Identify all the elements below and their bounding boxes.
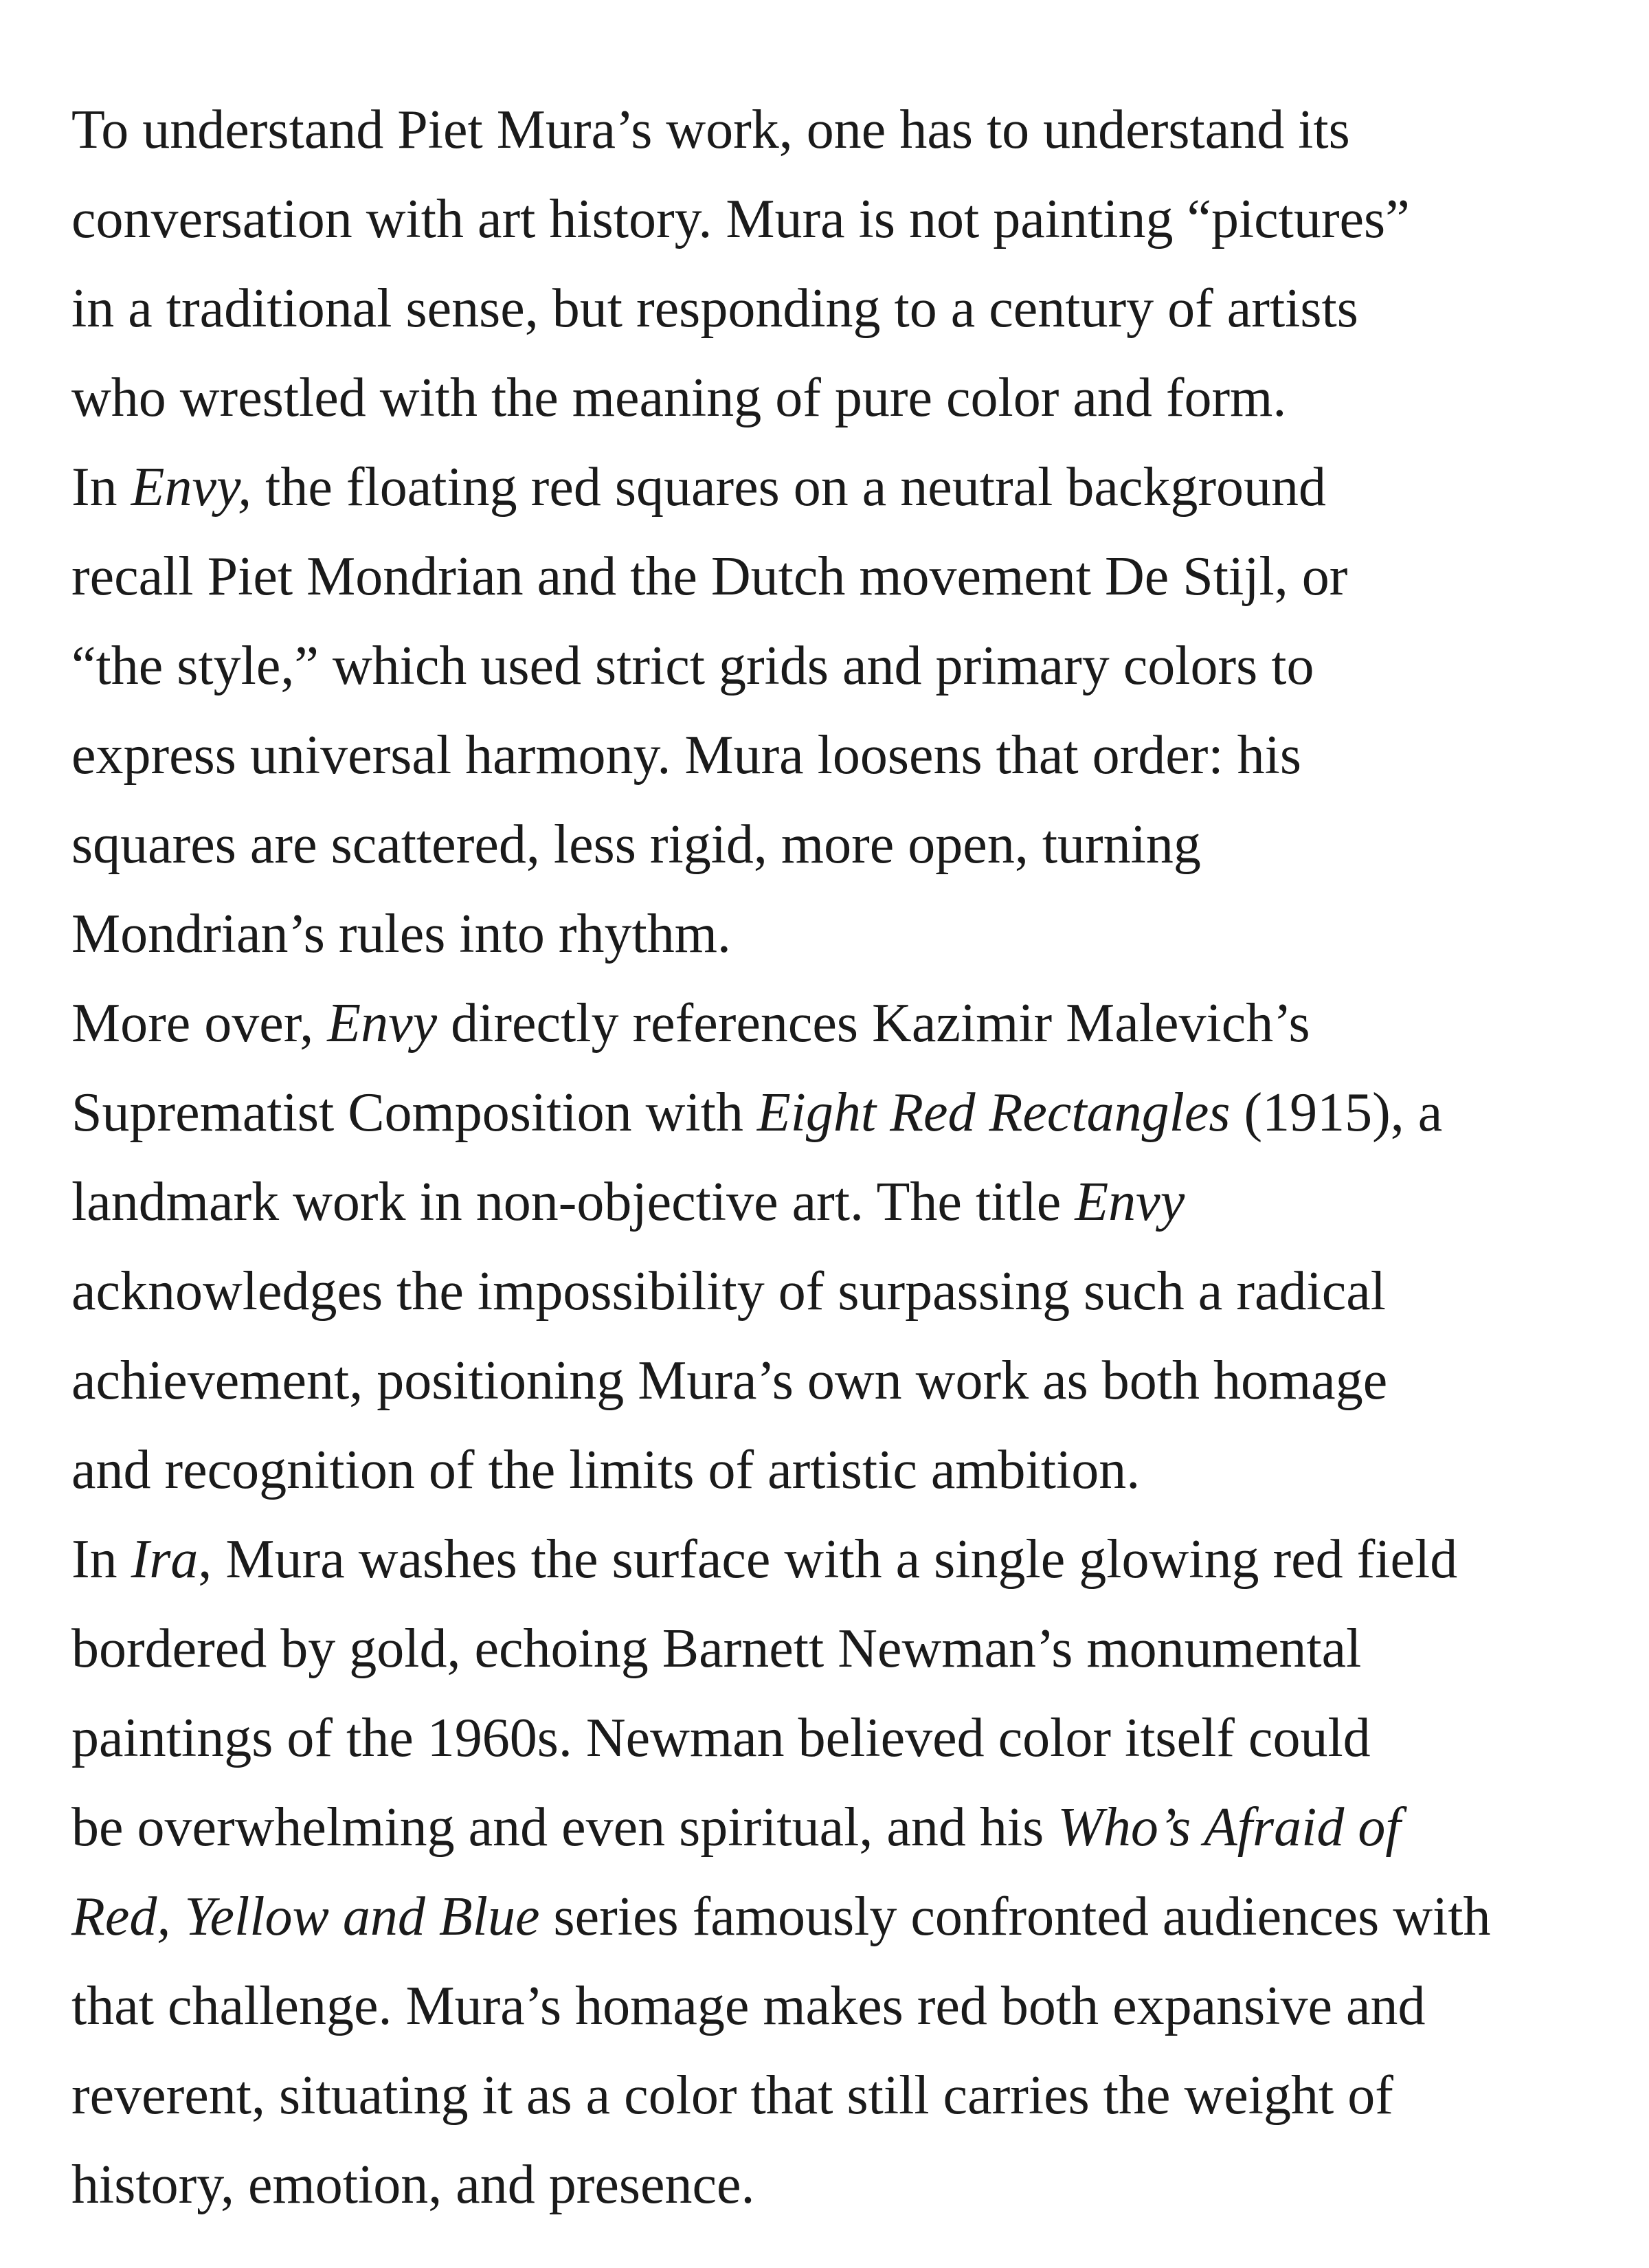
article-body — [71, 85, 1611, 2230]
text-line — [71, 1157, 1611, 1247]
text-run: In — [71, 1529, 131, 1590]
text-run: , Mura washes the surface with a single glowing red field — [198, 1529, 1458, 1590]
text-line — [71, 1604, 1611, 1693]
text-line — [71, 889, 1611, 979]
text-run: the floating red squares on a neutral background — [251, 457, 1327, 518]
text-run: In — [71, 457, 131, 518]
text-line — [71, 621, 1611, 711]
text-run: be overwhelming and even spiritual, and his — [71, 1797, 1058, 1858]
text-line — [71, 1961, 1611, 2051]
text-run: “the style,” which used strict grids and primary colors to — [71, 636, 1314, 696]
text-run: that challenge. Mura’s homage makes red both expansive and — [71, 1976, 1426, 2036]
text-line — [71, 264, 1611, 353]
text-run: express universal harmony. Mura loosens that order: his — [71, 725, 1301, 786]
text-line — [71, 443, 1611, 532]
text-run: conversation with art history. Mura is not painting “pictures” — [71, 189, 1410, 249]
text-run: Mondrian’s rules into rhythm. — [71, 904, 731, 964]
text-line — [71, 1872, 1611, 1961]
text-line — [71, 1336, 1611, 1425]
text-run: paintings of the 1960s. Newman believed color itself could — [71, 1708, 1371, 1768]
italic-title-text: Eight Red Rectangles — [756, 1082, 1231, 1143]
text-run: (1915), a — [1230, 1082, 1443, 1143]
text-run: To understand Piet Mura’s work, one has to understand its — [71, 100, 1350, 160]
italic-title-text: Red, Yellow and Blue — [71, 1887, 540, 1947]
italic-title-text: Ira — [131, 1529, 199, 1590]
text-line — [71, 711, 1611, 800]
text-line — [71, 979, 1611, 1068]
text-line — [71, 532, 1611, 621]
text-line — [71, 1515, 1611, 1604]
italic-title-text: Envy — [1075, 1172, 1185, 1232]
text-run: landmark work in non-objective art. The title — [71, 1172, 1075, 1232]
text-line — [71, 175, 1611, 264]
text-run: history, emotion, and presence. — [71, 2155, 755, 2215]
text-run: squares are scattered, less rigid, more open, turning — [71, 814, 1201, 875]
text-line — [71, 353, 1611, 443]
text-line — [71, 800, 1611, 889]
text-line — [71, 2140, 1611, 2230]
italic-title-text: Envy — [327, 993, 438, 1054]
text-run: More over, — [71, 993, 328, 1054]
text-run: bordered by gold, echoing Barnett Newman’s monumental — [71, 1619, 1362, 1679]
text-run: and recognition of the limits of artistic ambition. — [71, 1440, 1141, 1500]
text-line — [71, 85, 1611, 175]
text-run: directly references Kazimir Malevich’s — [437, 993, 1310, 1054]
text-run: who wrestled with the meaning of pure color and form. — [71, 368, 1287, 428]
text-line — [71, 1783, 1611, 1872]
text-run: recall Piet Mondrian and the Dutch movement De Stijl, or — [71, 546, 1348, 607]
text-line — [71, 1425, 1611, 1515]
text-line — [71, 1693, 1611, 1783]
text-run: series famously confronted audiences with — [539, 1887, 1491, 1947]
text-run: acknowledges the impossibility of surpassing such a radical — [71, 1261, 1386, 1322]
text-run: in a traditional sense, but responding to a century of artists — [71, 278, 1358, 339]
text-line — [71, 1247, 1611, 1336]
italic-title-text: Envy, — [131, 457, 252, 518]
text-line — [71, 2051, 1611, 2140]
text-run: reverent, situating it as a color that still carries the weight of — [71, 2065, 1393, 2126]
text-line — [71, 1068, 1611, 1157]
text-run: achievement, positioning Mura’s own work as both homage — [71, 1350, 1388, 1411]
italic-title-text: Who’s Afraid of — [1057, 1797, 1401, 1858]
text-run: Suprematist Composition with — [71, 1082, 757, 1143]
